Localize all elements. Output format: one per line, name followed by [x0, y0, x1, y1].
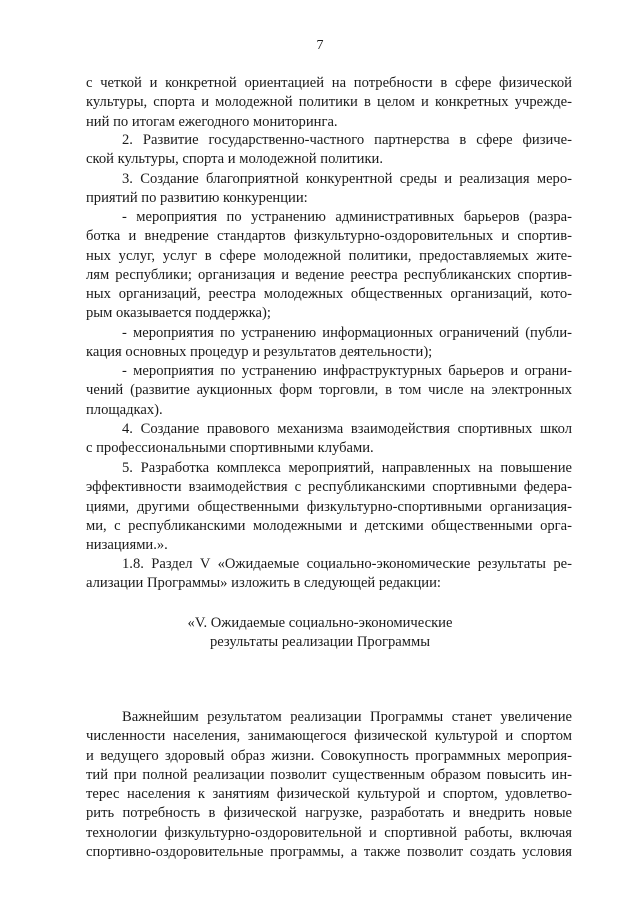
text-line: низациями.». — [86, 537, 168, 554]
text-line: ми, с республиканскими молодежными и детскими общественными орга- — [86, 517, 572, 534]
text-line: лям республики; организация и ведение реестра республиканских спортив- — [86, 266, 572, 283]
text-line: и ведущего здоровый образ жизни. Совокупность программных мероприя- — [86, 747, 572, 764]
text-line: рым оказывается поддержка); — [86, 305, 271, 322]
section-1-8-paragraph — [86, 555, 572, 594]
section-heading-line-2: результаты реализации Программы — [209, 634, 431, 651]
text-line: с четкой и конкретной ориентацией на потребности в сфере физической — [86, 75, 572, 91]
text-line: - мероприятия по устранению информационных ограничений (публи- — [122, 325, 572, 341]
text-line: эффективности взаимодействия с республиканскими спортивными федера- — [86, 479, 572, 496]
text-line: 4. Создание правового механизма взаимодействия спортивных школ — [122, 421, 572, 437]
section-heading — [0, 614, 640, 653]
text-line: ботка и внедрение стандартов физкультурно-оздоровительных и спортив- — [86, 228, 572, 245]
text-line: 5. Разработка комплекса мероприятий, направленных на повышение — [122, 460, 572, 476]
text-line: ской культуры, спорта и молодежной политики. — [86, 151, 384, 168]
text-line: кация основных процедур и результатов деятельности); — [86, 344, 433, 361]
bullet-admin-barriers — [86, 208, 572, 324]
section-heading-line-1: «V. Ожидаемые социально-экономические — [187, 615, 453, 631]
text-line: культуры, спорта и молодежной политики в целом и конкретных учрежде- — [86, 94, 572, 111]
list-item-4 — [86, 420, 572, 459]
intro-paragraph — [86, 74, 572, 132]
final-paragraph — [86, 708, 572, 862]
text-line: циями, другими общественными физкультурно-спортивными организация- — [86, 498, 572, 515]
text-line: рить потребность в физической нагрузке, разработать и внедрить новые — [86, 805, 572, 822]
text-line: ных организаций, реестра молодежных общественных организаций, кото- — [86, 286, 572, 303]
text-line: 2. Развитие государственно-частного партнерства в сфере физиче- — [122, 132, 572, 148]
text-line: ализации Программы» изложить в следующей редакции: — [86, 575, 441, 592]
text-line: спортивно-оздоровительные программы, а также позволит создать условия — [86, 844, 572, 861]
text-line: технологии физкультурно-оздоровительной и спортивной работы, включая — [86, 824, 572, 841]
text-line: чений (развитие аукционных форм торговли, в том числе на электронных — [86, 382, 572, 399]
list-item-2 — [86, 131, 572, 170]
list-item-3 — [86, 170, 572, 209]
text-line: 1.8. Раздел V «Ожидаемые социально-экономические результаты ре- — [122, 556, 572, 572]
text-line: с профессиональными спортивными клубами. — [86, 440, 374, 457]
text-line: тий при полной реализации позволит существенным образом повысить ин- — [86, 766, 572, 783]
list-item-5 — [86, 459, 572, 555]
text-line: численности населения, занимающегося физической культурой и спортом — [86, 728, 572, 745]
bullet-infra-barriers — [86, 362, 572, 420]
text-line: терес населения к занятиям физической культурой и спортом, удовлетво- — [86, 786, 572, 803]
text-line: - мероприятия по устранению административных барьеров (разра- — [122, 209, 572, 225]
bullet-info-barriers — [86, 324, 572, 363]
text-line: Важнейшим результатом реализации Программы станет увеличение — [122, 709, 572, 725]
text-line: - мероприятия по устранению инфраструктурных барьеров и ограни- — [122, 363, 572, 379]
page-number: 7 — [316, 38, 324, 53]
text-line: 3. Создание благоприятной конкурентной среды и реализация меро- — [122, 171, 572, 187]
text-line: приятий по развитию конкуренции: — [86, 190, 308, 207]
text-line: ний по итогам ежегодного мониторинга. — [86, 113, 338, 130]
text-line: ных услуг, услуг в сфере молодежной политики, предоставляемых жите- — [86, 247, 572, 264]
text-line: площадках). — [86, 401, 163, 418]
